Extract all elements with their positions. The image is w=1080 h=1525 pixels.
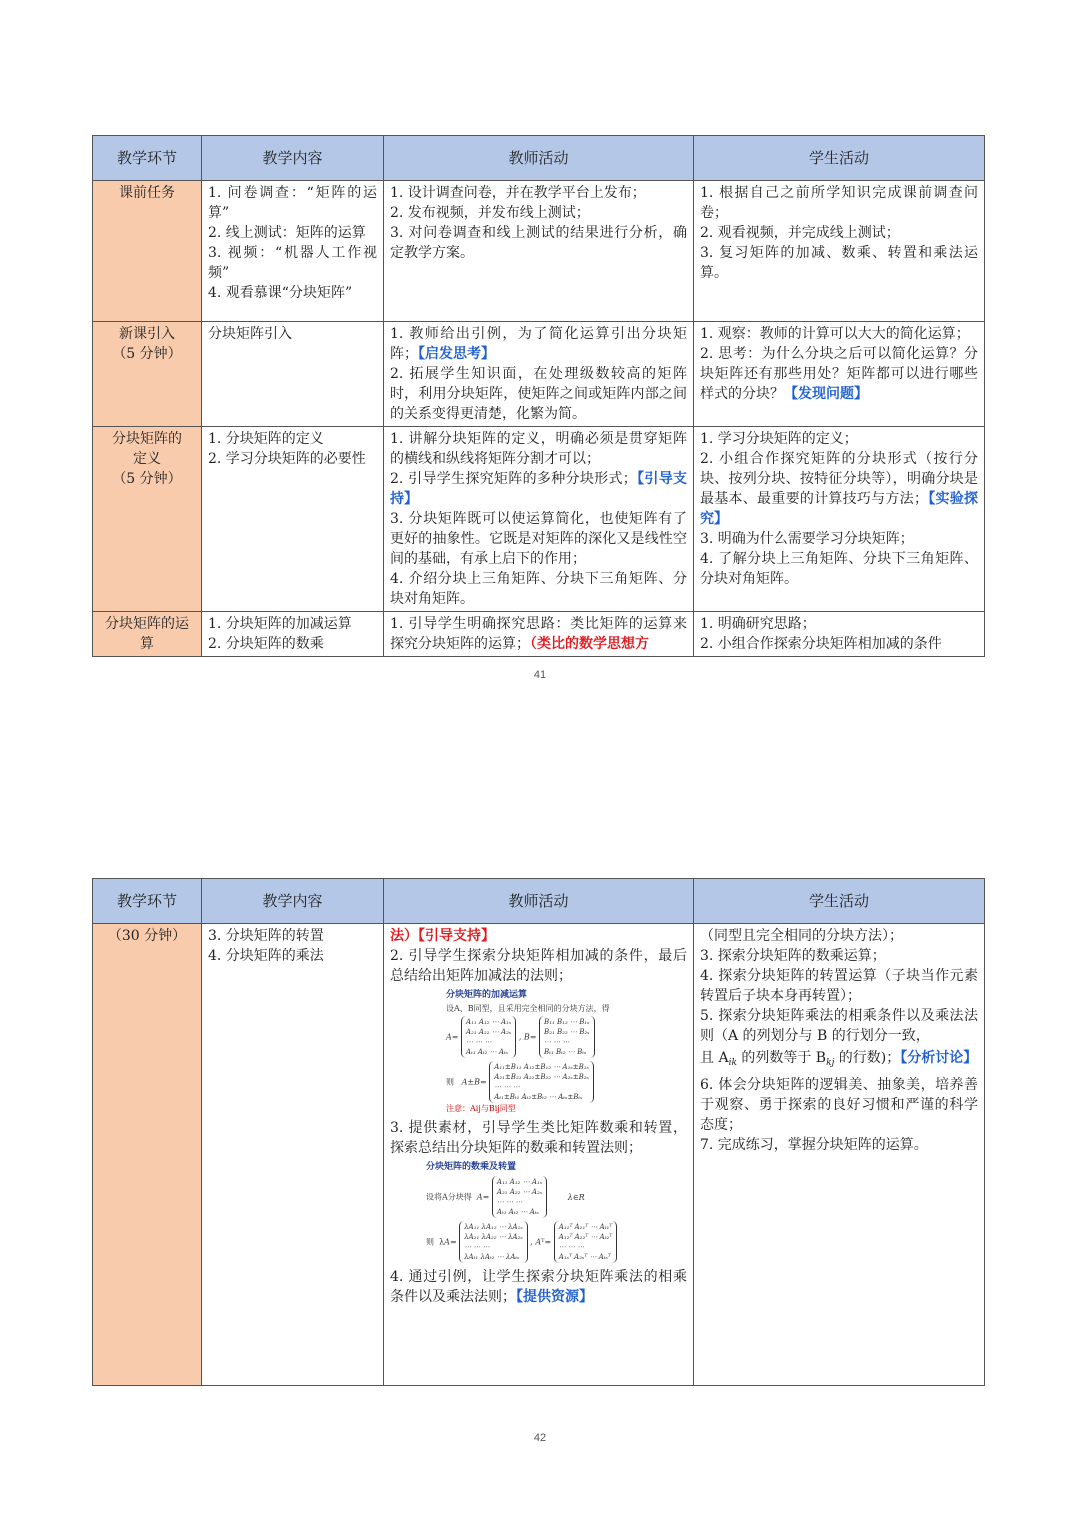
student-item: 1. 观察：教师的计算可以大大的简化运算； [700,326,970,342]
student-cell [694,181,985,322]
subscript: ik [728,1058,737,1068]
table-row [93,924,985,1386]
stage-cell [93,924,202,1386]
matrix-a-transpose: A₁₁ᵀ A₂₁ᵀ ⋯ Aₜ₁ᵀ A₁₂ᵀ A₂₂ᵀ ⋯ Aₜ₂ᵀ ⋯ ⋯ ⋯ A₁ₛᵀ A₂ₛᵀ ⋯ Aₜₛᵀ [554,1221,617,1263]
then-label: 则 [426,1237,434,1247]
teacher-item: 2. 拓展学生知识面，在处理级数较高的矩阵时，利用分块矩阵，使矩阵之间或矩阵内部之间的关系变得更清楚，化繁为简。 [390,366,687,422]
stage-label: 分块矩阵的定义 [112,431,182,467]
student-cell [694,427,985,612]
student-item: 1. 根据自己之前所学知识完成课前调查问卷； [700,185,978,221]
matrix-lambda-a: λA₁₁ λA₁₂ ⋯ λA₁ₛ λA₂₁ λA₂₂ ⋯ λA₂ₛ ⋯ ⋯ ⋯ λAₜ₁ λAₜ₂ ⋯ λAₜₛ [459,1221,528,1263]
method-tag: 【启发思考】 [418,346,495,362]
content-cell [202,427,384,612]
student-text: 5. 探索分块矩阵乘法的相乘条件以及乘法法则（A 的列划分与 B 的行划分一致， [700,1008,978,1044]
header-student: 学生活动 [694,879,985,924]
teacher-item [390,1267,687,1307]
matrix-a: A₁₁ A₁₂ ⋯ A₁ₛ A₂₁ A₂₂ ⋯ A₂ₛ ⋯ ⋯ ⋯ Aₜ₁ Aₜ₂ ⋯ Aₜₛ [461,1016,516,1058]
matrix-sum [446,1061,646,1103]
page-number: 41 [533,669,547,681]
header-student: 学生活动 [694,136,985,181]
method-tag: 【发现问题】 [784,386,868,402]
teacher-text: 1. 教师给出引例，为了简化运算引出分块矩阵； [390,326,687,362]
stage-time: （5 分钟） [112,346,182,362]
stage-time: （30 分钟） [107,928,187,944]
figure-subtitle: 设A、B同型，且采用完全相同的分块方法，得 [446,1004,610,1013]
matrix-symbol: , Aᵀ= [530,1237,552,1247]
method-tag: 【引导支持】 [390,471,688,507]
student-item: 7. 完成练习，掌握分块矩阵的运算。 [700,1137,928,1153]
figure-block-matrix-addition [446,990,646,1114]
student-item: 6. 体会分块矩阵的逻辑美、抽象美，培养善于观察、勇于探索的良好习惯和严谨的科学态度； [700,1077,978,1133]
lesson-table-page-42 [92,878,985,1386]
content-cell [202,924,384,1386]
student-item: 1. 明确研究思路； [700,616,816,632]
figure-title: 分块矩阵的加减运算 [446,990,528,1000]
student-item: 1. 学习分块矩阵的定义； [700,431,858,447]
teacher-item [390,614,687,654]
table-row [93,612,985,657]
content-cell [202,322,384,427]
teacher-text: 1. 引导学生明确探究思路：类比矩阵的运算来探究分块矩阵的运算； [390,616,687,652]
header-stage: 教学环节 [93,136,202,181]
page-42 [0,760,1080,1525]
header-content: 教学内容 [202,136,384,181]
student-item [700,1006,978,1046]
header-stage: 教学环节 [93,879,202,924]
teacher-item: 1. 设计调查问卷，并在教学平台上发布； [390,185,646,201]
content-cell [202,612,384,657]
matrix-symbol: λA= [436,1237,457,1247]
student-item: （同型且完全相同的分块方法）； [700,928,903,944]
content-item: 4. 观看慕课“分块矩阵” [208,285,353,301]
header-teacher: 教师活动 [384,136,694,181]
content-item: 1. 问卷调查：“矩阵的运算” [208,185,377,221]
student-item: 3. 探索分块矩阵的数乘运算； [700,948,886,964]
matrix-symbol: A= [446,1032,459,1042]
matrix-symbol: A±B= [461,1077,487,1087]
student-text: 的列数等于 B [736,1050,827,1066]
teacher-cell [384,322,694,427]
matrix-symbol: A= [476,1192,490,1202]
stage-cell [93,612,202,657]
student-item: 2. 观看视频，并完成线上测试； [700,225,900,241]
content-item: 分块矩阵引入 [208,326,292,342]
student-item [700,344,978,404]
stage-label: 新课引入 [119,326,175,342]
content-item: 1. 分块矩阵的加减运算 [208,616,352,632]
matrix-definition [426,1176,666,1218]
teacher-item: 3. 提供素材，引导学生类比矩阵数乘和转置，探索总结出分块矩阵的数乘和转置法则； [390,1120,687,1156]
student-cell [694,924,985,1386]
teacher-text: 2. 引导学生探究矩阵的多种分块形式； [390,471,637,487]
content-item: 1. 分块矩阵的定义 [208,431,324,447]
matrix-b: B₁₁ B₁₂ ⋯ B₁ₛ B₂₁ B₂₂ ⋯ B₂ₛ ⋯ ⋯ ⋯ Bₜ₁ Bₜ₂ ⋯ Bₜₛ [539,1016,595,1058]
teacher-item: 1. 讲解分块矩阵的定义，明确必须是贯穿矩阵的横线和纵线将矩阵分割才可以； [390,431,687,467]
student-text: 2. 思考：为什么分块之后可以简化运算？分块矩阵还有那些用处？矩阵都可以进行哪些样式的分块？ [700,346,978,402]
stage-label: 课前任务 [119,185,175,201]
content-item: 3. 分块矩阵的转置 [208,928,324,944]
student-cell [694,612,985,657]
lesson-table-page-41 [92,135,985,657]
method-tag: 【提供资源】 [516,1289,593,1305]
teacher-item: 3. 分块矩阵既可以使运算简化，也使矩阵有了更好的抽象性。它既是对矩阵的深化又是线性空间的基础，有承上启下的作用； [390,511,687,567]
figure-block-matrix-scalar-transpose [426,1162,666,1263]
teacher-cell [384,924,694,1386]
teacher-cell [384,612,694,657]
header-content: 教学内容 [202,879,384,924]
student-item: 3. 复习矩阵的加减、数乘、转置和乘法运算。 [700,245,978,281]
page-41 [0,0,1080,760]
content-item: 2. 分块矩阵的数乘 [208,636,324,652]
figure-note: 注意：Aij与Bij同型 [446,1104,516,1113]
student-item: 4. 探索分块矩阵的转置运算（子块当作元素转置后子块本身再转置）； [700,968,978,1004]
table-row [93,322,985,427]
stage-label: 分块矩阵的运算 [105,616,189,652]
stage-cell [93,322,202,427]
student-text: 2. 小组合作探究矩阵的分块形式（按行分块、按列分块、按特征分块等），明确分块是最基本、最重要的计算技巧与方法； [700,451,978,507]
teacher-item: 4. 介绍分块上三角矩阵、分块下三角矩阵、分块对角矩阵。 [390,571,687,607]
student-item: 3. 明确为什么需要学习分块矩阵； [700,531,914,547]
table-header-row [93,879,985,924]
table-row [93,427,985,612]
matrix-a-blocks: A₁₁ A₁₂ ⋯ A₁ₛ A₂₁ A₂₂ ⋯ A₂ₛ ⋯ ⋯ ⋯ Aₜ₁ Aₜ₂ ⋯ Aₜₛ [492,1176,547,1218]
method-tag: （类比的数学思想方 [530,636,649,652]
teacher-cell [384,427,694,612]
table-header-row [93,136,985,181]
teacher-item [390,469,687,509]
student-item: 4. 了解分块上三角矩阵、分块下三角矩阵、分块对角矩阵。 [700,551,978,587]
content-item: 4. 分块矩阵的乘法 [208,948,324,964]
student-item [700,1046,978,1075]
content-item: 2. 线上测试：矩阵的运算 [208,225,366,241]
content-item: 3. 视频：“机器人工作视频” [208,245,377,281]
teacher-cell [384,181,694,322]
header-teacher: 教师活动 [384,879,694,924]
stage-cell [93,181,202,322]
page-number: 42 [533,1432,547,1444]
lambda-condition: λ∈R [567,1192,585,1202]
matrix-a-plus-b: A₁₁±B₁₁ A₁₂±B₁₂ ⋯ A₁ₛ±B₁ₛ A₂₁±B₂₁ A₂₂±B₂₂ ⋯ A₂ₛ±B₂ₛ ⋯ ⋯ ⋯ Aₜ₁±Bₜ₁ Aₜ₂±Bₜ₂ ⋯ Aₜₛ±Bₜₛ [489,1061,594,1103]
method-tag: 法）【引导支持】 [390,928,495,944]
content-item: 2. 学习分块矩阵的必要性 [208,451,366,467]
method-tag: 【分析讨论】 [900,1050,978,1066]
student-cell [694,322,985,427]
student-text: 的行数)； [834,1050,901,1066]
stage-cell [93,427,202,612]
student-item [700,449,978,529]
teacher-item: 2. 发布视频，并发布线上测试； [390,205,590,221]
content-cell [202,181,384,322]
table-row [93,181,985,322]
matrix-definitions [446,1016,646,1058]
stage-time: （5 分钟） [112,471,182,487]
figure-subtitle: 设将A分块得 [426,1192,472,1202]
subscript: kj [826,1058,835,1068]
then-label: 则 [446,1077,454,1087]
teacher-text: 4. 通过引例，让学生探索分块矩阵乘法的相乘条件以及乘法法则； [390,1269,687,1305]
method-tag: 【实验探究】 [700,491,979,527]
matrix-symbol: , B= [518,1032,537,1042]
figure-title: 分块矩阵的数乘及转置 [426,1162,517,1172]
student-text: 且 A [700,1050,729,1066]
teacher-item: 3. 对问卷调查和线上测试的结果进行分析，确定教学方案。 [390,225,687,261]
student-item: 2. 小组合作探索分块矩阵相加减的条件 [700,636,942,652]
matrix-results [426,1221,666,1263]
teacher-item: 2. 引导学生探索分块矩阵相加减的条件，最后总结给出矩阵加减法的法则； [390,948,687,984]
teacher-item [390,324,687,364]
